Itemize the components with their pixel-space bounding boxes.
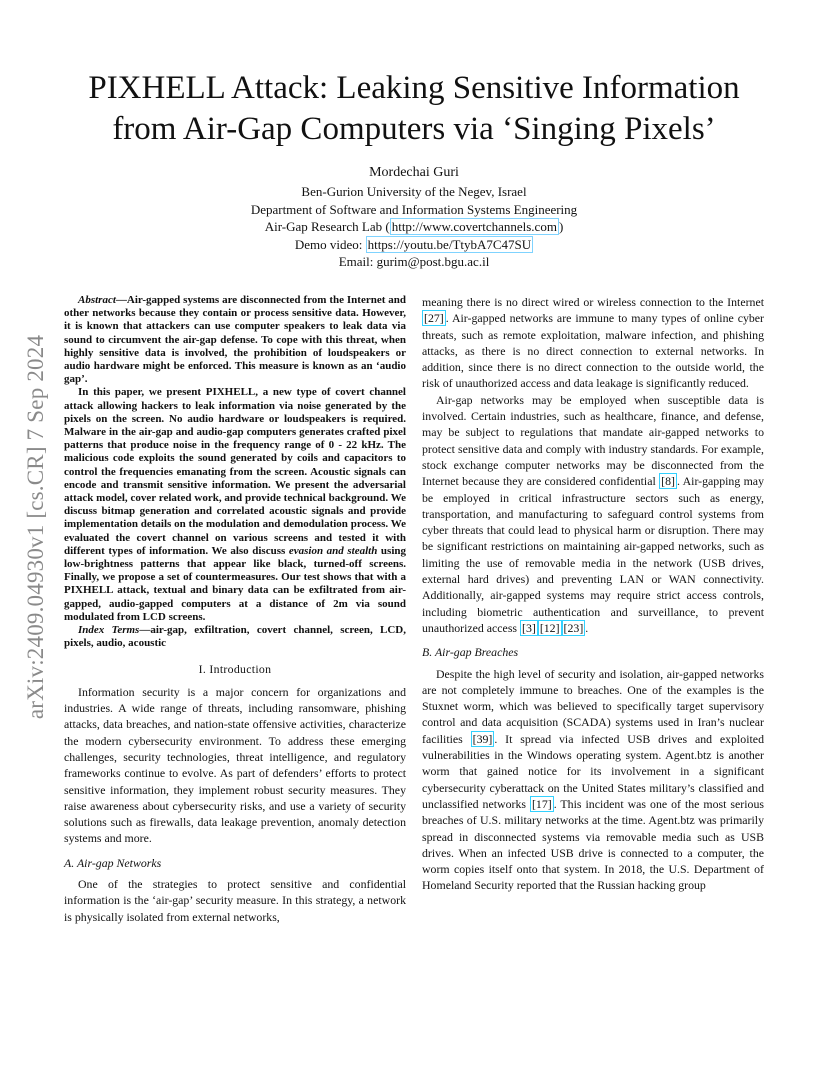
lab-link[interactable]: http://www.covertchannels.com — [391, 219, 557, 235]
abstract-paragraph-2: In this paper, we present PIXHELL, a new type of covert channel attack allowing hackers to leak information via noise generated by the pixels on the screen. No audio hardware or loudspeakers is required. Malware in the air-gap and audio-gap computers generates crafted pixel patterns that produce noise in the frequency range of 0 - 22 kHz. The malicious code exploits the sound generated by coils and capacitors to control the frequencies emanating from the screen. Acoustic signals can encode and transmit sensitive information. We present the adversarial attack model, cover related work, and provide technical background. We discuss bitmap generation and correlated acoustic signals and provide implementation details on the modulation and demodulation process. We evaluated the covert channel on various screens and tested it with different types of information. We also discuss evasion and stealth using low-brightness patterns that appear like black, turned-off screens. Finally, we propose a set of countermeasures. Our test shows that with a PIXHELL attack, textual and binary data can be exfiltrated from air-gapped, audio-gapped computers at a distance of 2m via sound modulated from LCD screens. — [64, 386, 406, 623]
lab-suffix: ) — [558, 219, 564, 235]
citation-link[interactable]: [8] — [661, 474, 675, 489]
title-line-2: from Air-Gap Computers via ‘Singing Pixels’ — [112, 111, 716, 147]
paper-title — [60, 68, 768, 150]
arxiv-sidebar — [12, 292, 60, 762]
demo-prefix: Demo video: — [294, 236, 366, 252]
demo-video-line — [160, 236, 668, 253]
citation-link[interactable]: [27] — [424, 311, 444, 326]
abstract-label: Abstract — [78, 294, 116, 306]
right-column — [422, 294, 764, 894]
affiliation-department: Department of Software and Information Systems Engineering — [250, 201, 578, 217]
author-email: Email: gurim@post.bgu.ac.il — [338, 254, 490, 270]
air-gap-breaches-paragraph: Despite the high level of security and isolation, air-gapped networks are not completely immune to breaches. One of the examples is the Stuxnet worm, which was believed to specifically target supervisory control and data acquisition (SCADA) systems used in Iran’s nuclear facilities [39] . It spread via infected USB drives and exploited vulnerabilities in the Windows operating system. Agent.btz is another worm that gained notice for its involvement in a significant cybersecurity cyberattack on the United States military’s classified and unclassified networks [17] . This incident was one of the most serious breaches of U.S. military networks at the time. Agent.btz was primarily spread in disconnected systems via removable media such as USB drives. When an infected USB drive is connected to a computer, the worm copies itself onto that system. In 2018, the U.S. Department of Homeland Security reported that the Russian hacking group — [422, 666, 764, 893]
index-terms-label: Index Terms — [78, 624, 140, 637]
author-block — [160, 164, 668, 270]
section-heading-introduction: I. Introduction — [198, 662, 272, 677]
citation-link[interactable]: [39] — [472, 731, 493, 746]
citation-link[interactable]: [12] — [539, 620, 560, 635]
air-gap-networks-paragraph: One of the strategies to protect sensitive and confidential information is the ‘air-gap’ security measure. In this strategy, a network is physically isolated from external networks, — [64, 877, 406, 924]
citation-link[interactable]: [3] — [522, 620, 536, 635]
citation-link[interactable]: [23] — [563, 620, 584, 635]
author-name: Mordechai Guri — [369, 165, 459, 180]
subsection-heading-air-gap-networks: A. Air-gap Networks — [64, 855, 162, 870]
intro-paragraph-1: Information security is a major concern for organizations and industries. A wide range of threats, including ransomware, phishing attacks, data breaches, and nation-state offensive activities, characterize the modern cybersecurity environment. To address these emerging challenges, security technologies, threat intelligence, and regulatory frameworks continue to evolve. As part of defenders’ efforts to protect sensitive information, they implement robust security measures. They raise awareness about cybersecurity risks, and use a variety of security solutions such as firewalls, data leakage prevention, anomaly detection systems and more. — [64, 684, 406, 846]
left-column — [64, 294, 406, 925]
abstract-paragraph-1: Abstract—Air-gapped systems are disconnected from the Internet and other networks because they contain or process sensitive data. However, it is known that attackers can use computer speakers to leak data via sound to circumvent the air-gap defense. To cope with this threat, when highly sensitive data is involved, the prohibition of loudspeakers or audio hardware might be enforced. This measure is known as an ‘audio gap’. — [64, 294, 406, 386]
lab-prefix: Air-Gap Research Lab ( — [264, 219, 390, 235]
index-terms: Index Terms—air-gap, exfiltration, covert channel, screen, LCD, pixels, audio, acoustic — [64, 624, 406, 650]
title-line-1: PIXHELL Attack: Leaking Sensitive Information — [88, 70, 740, 106]
affiliation-university: Ben-Gurion University of the Negev, Israel — [301, 184, 527, 200]
subsection-heading-air-gap-breaches: B. Air-gap Breaches — [422, 645, 519, 660]
demo-video-link[interactable]: https://youtu.be/TtybA7C47SU — [367, 236, 532, 252]
citation-link[interactable]: [17] — [531, 796, 552, 811]
arxiv-identifier: arXiv:2409.04930v1 [cs.CR] 7 Sep 2024 — [23, 334, 48, 720]
air-gap-networks-continued: meaning there is no direct wired or wireless connection to the Internet [27] . Air-gapped networks are immune to many types of online cyber threats, such as remote exploitation, malware infection, and phishing attacks, as there is no direct connection to external networks. In addition, since there is no direct connection to the outside world, the risk of unauthorized access and data leakage is significantly reduced. — [422, 295, 764, 391]
affiliation-lab — [160, 218, 668, 235]
air-gap-usage-paragraph: Air-gap networks may be employed when susceptible data is involved. Certain industries, such as healthcare, finance, and defense, may be subject to regulations that mandate air-gapped networks to protect sensitive data and comply with industry standards. For example, stock exchange computer networks may be disconnected from the Internet because they are considered confidential [8] . Air-gapping may be employed in critical infrastructure sectors such as energy, transportation, and manufacturing to safeguard control systems from cyber threats that could lead to physical harm or disruption. There may be significant restrictions on maintaining air-gapped networks, such as limiting the use of removable media in the network (USB drives, external hard drives) and preventing LAN or WAN connectivity. Additionally, air-gapped systems may require strict access controls, including biometric authentication and surveillance, to prevent unauthorized access [3] [12] [23] . — [422, 392, 764, 635]
abstract — [64, 294, 406, 650]
